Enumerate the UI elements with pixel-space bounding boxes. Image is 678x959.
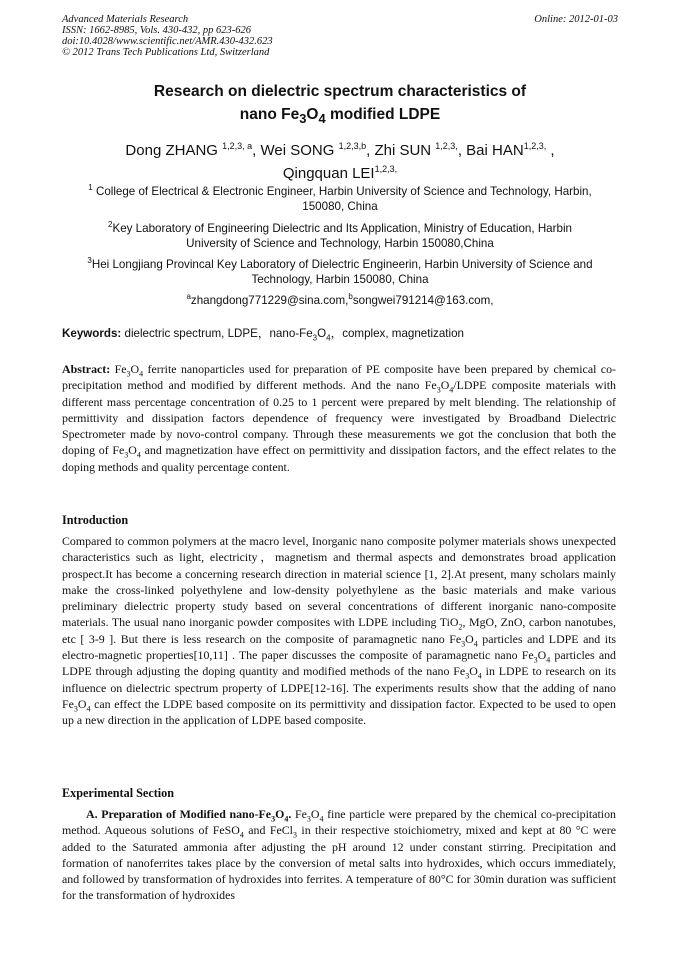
author-name: , Wei SONG [252,142,335,159]
author-name: , Bai HAN [457,142,524,159]
intro-text: O [465,631,474,646]
abstract-text: O [130,362,140,376]
intro-text: Compared to common polymers at the macro level, Inorganic nano composite polymer materials shows unexpected characteristics such as light, electricity，magnetism and thermal aspects and demonstrates broad application prospect.It has become a concerning research direction in material science [1, 2].At present, many scholars mainly make the cross-linked polyethylene and low-density polyethylene as the basic materials and make various preliminary dielectric property study based on several concentrations of different inorganic nano-composite materials. The usual nano inorganic powder composites with LDPE including TiO [62,534,616,630]
abstract-paragraph [62,361,616,475]
keywords-line [62,326,618,345]
email-address: zhangdong771229@sina.com, [190,293,349,307]
abstract-text: O [128,443,137,458]
experimental-subscript: 4 [319,814,324,824]
subsection-subscript: 3 [271,814,276,824]
abstract-text: ferrite nanoparticles used for preparation of PE composite have been prepared by chemical co-precipitation method and modified by different methods. And the nano Fe [62,362,616,393]
introduction-paragraph [62,533,616,729]
intro-text: , MgO, ZnO, carbon nanotubes, etc [ 3-9 ]. But there is less research on the composite of paramagnetic nano Fe [62,615,616,646]
author-affil-mark: 1,2,3, [435,141,458,151]
intro-subscript: 4 [86,704,91,714]
intro-subscript: 3 [461,639,466,649]
affiliation-1 [62,180,618,215]
abstract-subscript: 4 [449,385,454,395]
intro-subscript: 3 [533,655,538,665]
affiliation-text: Technology, Harbin 150080, China [251,273,429,287]
keywords-text: O [317,327,327,340]
intro-text: particles and LDPE and its electro-magnetic properties[10,11] . The paper discusses the composite of paramagnetic nano Fe [62,631,617,663]
intro-subscript: 3 [465,671,470,681]
abstract-subscript: 3 [436,385,441,395]
email-mark: b [348,292,353,301]
affiliation-number: 2 [108,220,113,229]
intro-text: O [537,648,547,663]
intro-subscript: 3 [73,704,78,714]
affiliation-3 [62,253,618,288]
author-list [62,137,618,183]
abstract-subscript: 3 [124,450,129,460]
experimental-text: and FeCl [243,823,293,838]
abstract-label: Abstract: [62,362,111,376]
experimental-subscript: 3 [306,814,311,824]
affiliation-number: 1 [88,183,93,192]
experimental-text: fine particle were prepared by the chemical co-precipitation method. Aqueous solutions of FeSO [62,807,616,838]
online-date: Online: 2012-01-03 [534,14,618,25]
abstract-text: and magnetization have effect on permittivity and dissipation factors, and the effect relates to the doping methods and quality percentage content. [62,443,616,474]
author-affil-mark: 1,2,3, [374,164,398,174]
intro-text: can effect the LDPE based composite on its permittivity and dissipation factor. Expected to be used to open up a new direction in the application of LDPE based composite. [62,696,616,728]
affiliation-line [62,217,618,236]
affiliation-text: College of Electrical & Electronic Engineer, Harbin University of Science and Technology, Harbin, [92,184,592,198]
intro-text: O [469,664,478,679]
copyright-line: © 2012 Trans Tech Publications Ltd, Switzerland [62,47,270,58]
abstract-subscript: 4 [136,450,141,460]
experimental-subscript: 3 [292,830,297,840]
intro-subscript: 4 [473,639,478,649]
subsection-subscript: 4 [284,814,289,824]
affiliation-line [62,180,618,199]
title-line-2 [62,103,618,130]
author-affil-mark: 1,2,3,b [338,141,367,151]
affiliation-text: University of Science and Technology, Harbin 150080,China [186,237,494,251]
abstract-subscript: 4 [139,369,144,379]
subsection-label: . [288,807,292,821]
affiliation-line [62,253,618,272]
title-line-1: Research on dielectric spectrum characteristics of [153,83,527,100]
paper-title [62,80,618,130]
email-address: songwei791214@163.com, [352,293,494,307]
title-text: nano Fe [239,106,300,123]
affiliation-number: 3 [87,256,92,265]
title-text: modified LDPE [325,106,441,123]
email-mark: a [186,292,191,301]
title-subscript: 4 [318,111,326,127]
affiliation-2 [62,217,618,252]
author-name: Qingquan LEI [282,165,375,182]
experimental-subscript: 4 [239,830,244,840]
introduction-heading: Introduction [62,513,129,527]
issn-line: ISSN: 1662-8985, Vols. 430-432, pp 623-626 [62,25,251,36]
experimental-heading: Experimental Section [62,786,175,800]
author-affil-mark: 1,2,3, [523,141,547,151]
title-subscript: 3 [299,111,307,127]
keywords-subscript: 4 [326,333,331,343]
experimental-text: O [310,807,320,821]
journal-header [62,14,618,58]
affiliation-text: Key Laboratory of Engineering Dielectric and Its Application, Ministry of Education, Harbin [112,221,572,235]
author-affil-mark: 1,2,3, a [222,141,253,151]
affiliation-text: 150080, China [302,200,378,214]
authors-line-1 [62,137,618,160]
experimental-text: in their respective stoichiometry, mixed and kept at 80 °C were added to the Saturated ammonia after adjusting the pH around 12 under constant stirring. Precipitation and formation of nanoferrites takes place by the conversion of metal salts into hydroxides, which occurs immediately, and followed by transformation of hydroxides into ferrites. A temperature of 80°C for 30min duration was sufficient for the transformation of hydroxides [62,823,616,903]
intro-subscript: 2 [458,622,463,632]
affiliation-text: Hei Longjiang Provincal Key Laboratory of Dielectric Engineerin, Harbin University of Science and [91,257,593,271]
intro-subscript: 4 [546,655,551,665]
author-name: Dong ZHANG [125,142,218,159]
journal-name: Advanced Materials Research [62,14,189,25]
intro-text: particles and LDPE through adjusting the doping quantity and modified methods of the nano Fe [62,648,617,679]
abstract-text: /LDPE composite materials with different mass percentage concentration of 0.25 to 1 percent were prepared by melt blending. The relationship of permittivity and dissipation factors dependence of frequency were investigated by Broadband Dielectric Spectrometer made by novo-control company. Through these measurements we got the conclusion that both the doping of Fe [62,378,617,458]
keywords-label: Keywords: [62,327,122,340]
abstract-text: Fe [110,362,127,376]
abstract-subscript: 3 [126,369,131,379]
doi-line: doi:10.4028/www.scientific.net/AMR.430-432.623 [62,36,273,47]
author-emails [62,289,618,308]
intro-subscript: 4 [477,671,482,681]
keywords-subscript: 3 [312,333,318,343]
author-separator: , [550,142,555,159]
author-name: , Zhi SUN [366,142,432,159]
intro-text: in LDPE to research on its influence on dielectric spectrum property of LDPE[12-16]. The experiments results show that the adding of nano Fe [62,664,616,711]
subsection-label: O [275,807,285,821]
experimental-text: Fe [291,807,307,821]
experimental-paragraph [62,806,616,904]
keywords-text: dielectric spectrum, LDPE，nano-Fe [121,327,313,340]
intro-text: O [77,696,87,711]
abstract-text: O [440,378,450,393]
keywords-text: ，complex, magnetization [330,327,464,340]
subsection-label: A. Preparation of Modified nano-Fe [86,807,272,821]
title-text: O [306,106,319,123]
